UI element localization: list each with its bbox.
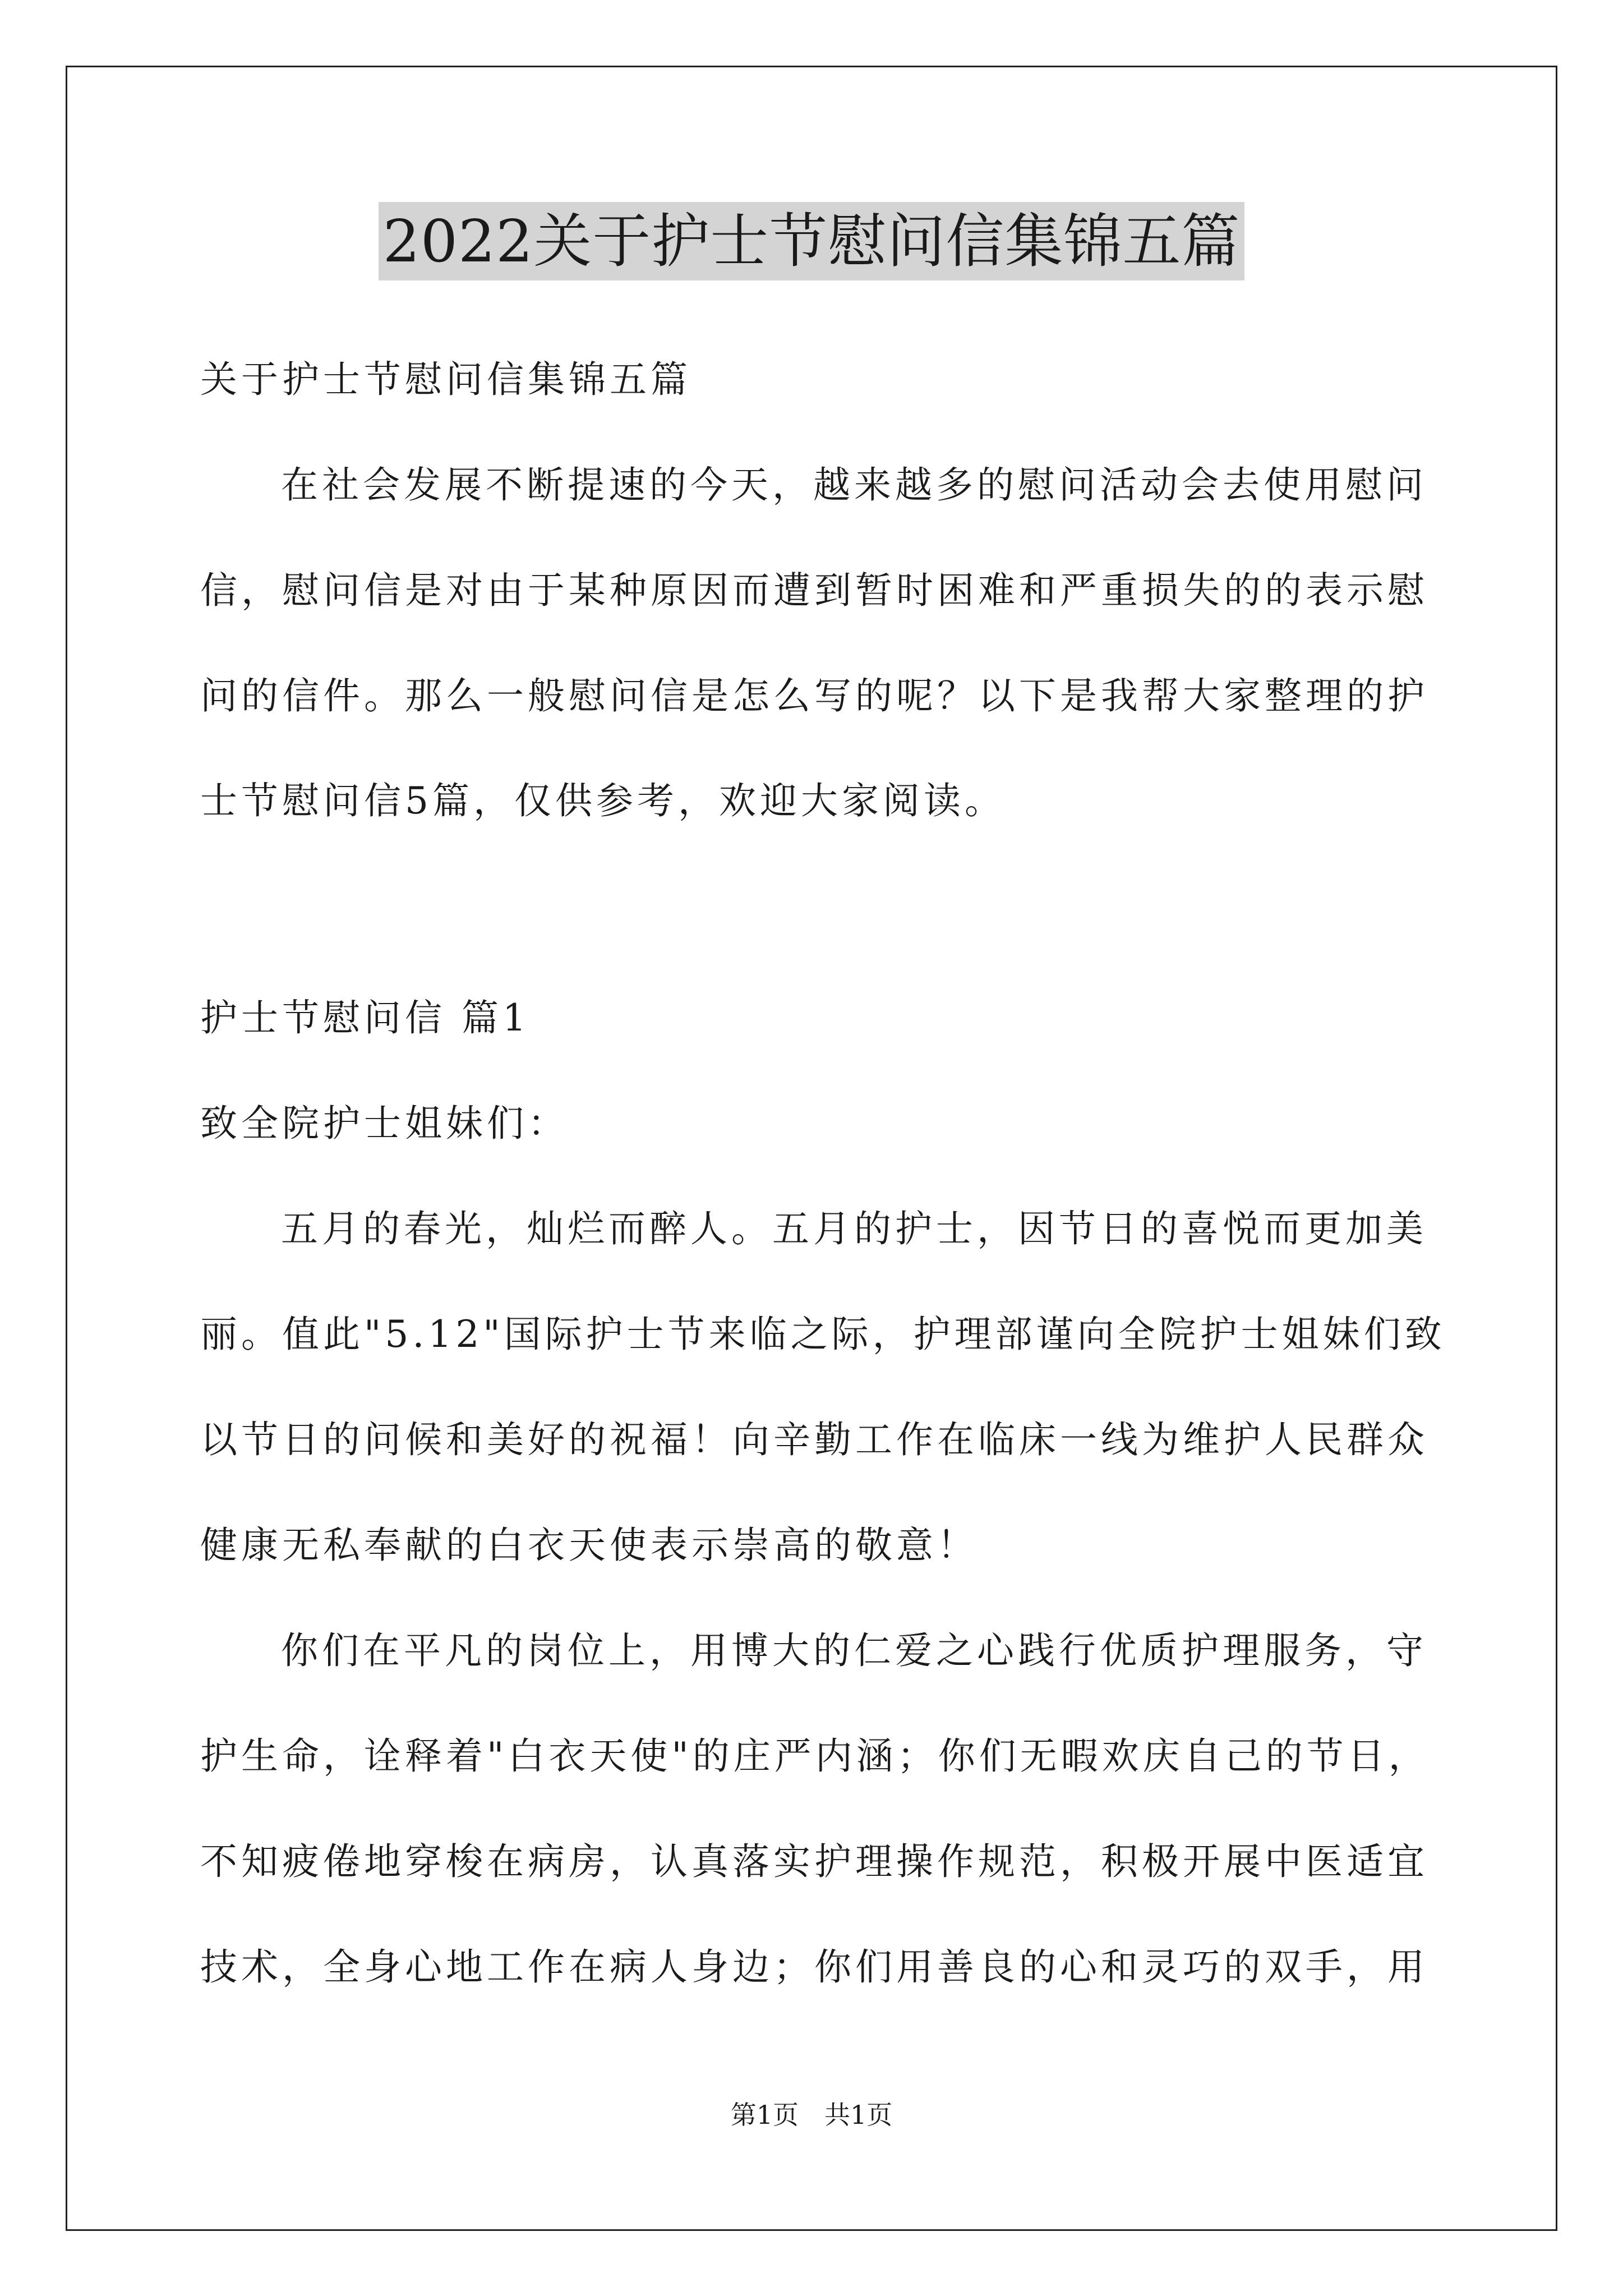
page-footer — [0, 2098, 1623, 2132]
title-container — [0, 202, 1623, 280]
section-heading: 护士节慰问信 篇1 — [200, 996, 530, 1039]
intro-line: 在社会发展不断提速的今天，越来越多的慰问活动会去使用慰问 — [281, 463, 1427, 507]
page-number: 第1页 共1页 — [730, 2100, 893, 2130]
paragraph-line: 你们在平凡的岗位上，用博大的仁爱之心践行优质护理服务，守 — [281, 1629, 1427, 1672]
intro-line: 问的信件。那么一般慰问信是怎么写的呢？以下是我帮大家整理的护 — [200, 674, 1428, 717]
paragraph-line: 丽。值此"5.12"国际护士节来临之际，护理部谨向全院护士姐妹们致 — [200, 1313, 1446, 1356]
document-title: 2022关于护士节慰问信集锦五篇 — [379, 202, 1245, 280]
document-subtitle: 关于护士节慰问信集锦五篇 — [200, 358, 691, 401]
intro-line: 信，慰问信是对由于某种原因而遭到暂时困难和严重损失的的表示慰 — [200, 569, 1428, 612]
intro-line: 士节慰问信5篇，仅供参考，欢迎大家阅读。 — [200, 779, 1006, 822]
paragraph-line: 健康无私奉献的白衣天使表示崇高的敬意！ — [200, 1524, 978, 1567]
paragraph-line: 护生命，诠释着"白衣天使"的庄严内涵；你们无暇欢庆自己的节日， — [200, 1734, 1430, 1778]
paragraph-line: 不知疲倦地穿梭在病房，认真落实护理操作规范，积极开展中医适宜 — [200, 1840, 1428, 1883]
paragraph-line: 以节日的问候和美好的祝福！向辛勤工作在临床一线为维护人民群众 — [200, 1418, 1428, 1461]
salutation: 致全院护士姐妹们： — [200, 1102, 569, 1145]
paragraph-line: 技术，全身心地工作在病人身边；你们用善良的心和灵巧的双手，用 — [200, 1945, 1428, 1989]
paragraph-line: 五月的春光，灿烂而醉人。五月的护士，因节日的喜悦而更加美 — [281, 1207, 1427, 1250]
